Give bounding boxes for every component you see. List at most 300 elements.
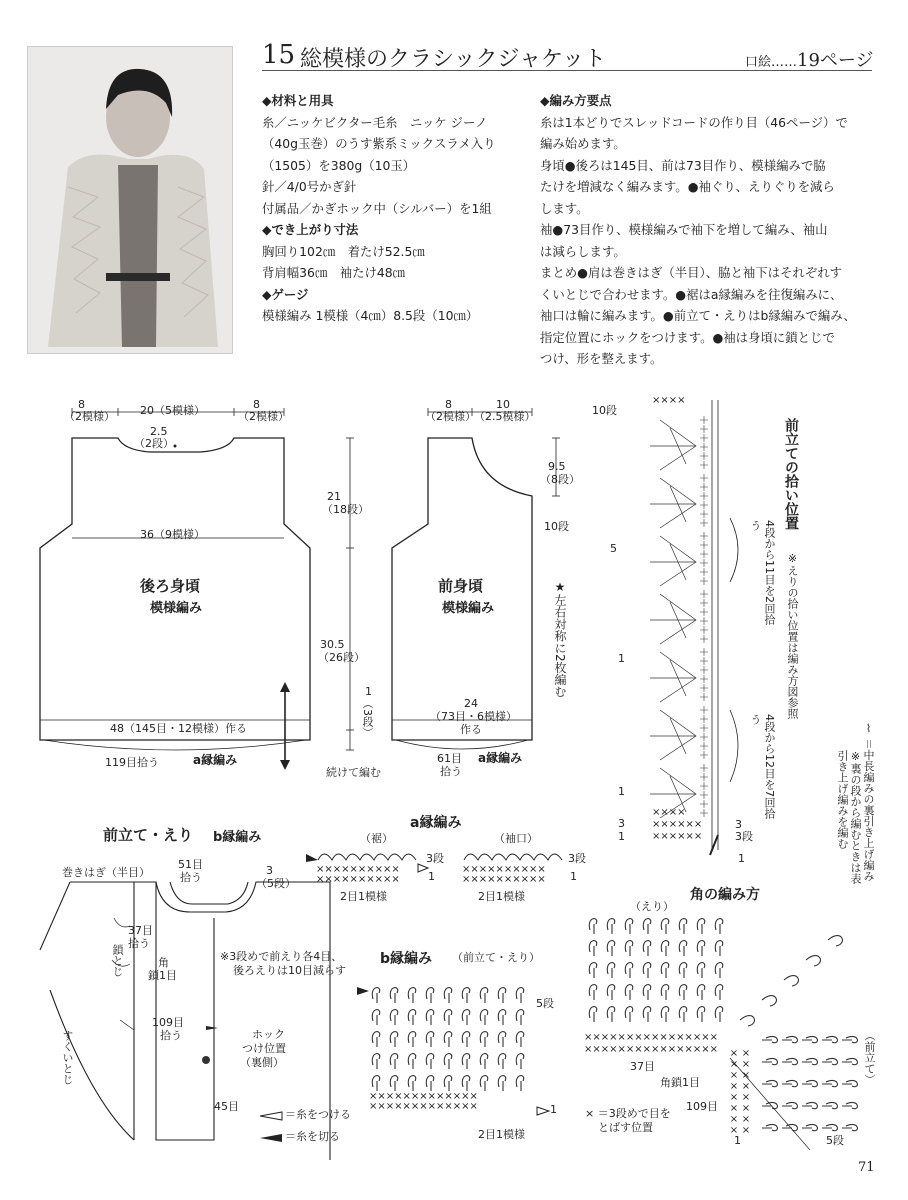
stitch-symbol <box>462 1032 469 1047</box>
back-shoulder: 36（9模様） <box>140 528 205 541</box>
back-neck: 2.5 <box>150 425 168 438</box>
placket-scoop: すくいとじ <box>61 1030 74 1085</box>
stitch-symbol <box>700 559 708 567</box>
placket-seam: 巻きはぎ（半目） <box>62 866 150 879</box>
size-heading: ◆でき上がり寸法 <box>262 222 359 237</box>
stitch-symbol <box>700 577 708 585</box>
pickup-mark1c: 1 <box>618 830 625 843</box>
svg-text:××××××××: ×××××××× <box>740 1048 752 1136</box>
front-top-right-sub: （2.5模様） <box>474 410 536 423</box>
back-side-sub: （26段） <box>318 651 365 664</box>
stitch-symbol <box>390 1054 397 1069</box>
stitch-symbol <box>700 550 708 558</box>
stitch-symbol <box>480 1054 487 1069</box>
stitch-symbol <box>806 956 820 966</box>
stitch-symbol <box>444 988 451 1003</box>
stitch-symbol <box>516 1032 523 1047</box>
stitch-symbol <box>444 1010 451 1025</box>
stitch-symbol <box>408 1032 415 1047</box>
stitch-symbol <box>802 1080 817 1086</box>
edge-b-rep: 2目1模様 <box>478 1128 525 1141</box>
back-hem-sub: （3段） <box>361 698 374 738</box>
stitch-symbol <box>697 963 704 978</box>
legend-cut-thread: ＝糸を切る <box>285 1130 340 1143</box>
edge-b-chart <box>355 975 555 1125</box>
stitch-symbol <box>782 1036 797 1042</box>
back-continue: 続けて編む <box>326 766 381 779</box>
back-neck-sub: （2段） <box>134 437 174 450</box>
stitch-symbol <box>625 941 632 956</box>
back-top-right: 8 <box>253 398 260 411</box>
back-title: 後ろ身頃 <box>140 577 201 595</box>
corner-skip-a: × ＝3段めで目を <box>585 1107 671 1120</box>
front-pick-up-b: 拾う <box>440 765 462 778</box>
placket-pick37: 37目 <box>128 924 153 937</box>
edge-a-rep-left: 2目1模様 <box>340 890 387 903</box>
stitch-symbol <box>762 996 776 1006</box>
stitch-symbol <box>372 1010 379 1025</box>
front-neck: 9.5 <box>548 460 566 473</box>
stitch-symbol <box>700 492 708 500</box>
stitch-symbol <box>700 608 708 616</box>
back-edge: a縁編み <box>193 753 238 767</box>
edge-a-rep-right: 2目1模様 <box>478 890 525 903</box>
placket-corner: 角 <box>158 956 169 969</box>
stitch-symbol <box>625 919 632 934</box>
stitch-symbol <box>700 635 708 643</box>
front-rows: 10段 <box>544 520 569 533</box>
stitch-symbol <box>498 988 505 1003</box>
stitch-symbol <box>700 532 708 540</box>
back-hem: 1 <box>365 685 372 698</box>
stitch-symbol <box>643 919 650 934</box>
stitch-symbol <box>762 1058 777 1064</box>
stitch-symbol <box>444 1076 451 1091</box>
stitch-symbol <box>408 988 415 1003</box>
stitch-symbol <box>700 425 708 433</box>
svg-text:××××××××××: ×××××××××× <box>316 864 400 875</box>
pickup-row1: 1 <box>738 852 745 865</box>
front-body-schematic <box>380 390 600 790</box>
stitch-symbol <box>625 985 632 1000</box>
placket-corner-sub: 鎖1目 <box>148 969 177 982</box>
stitch-symbol <box>390 1032 397 1047</box>
front-cast-on-a: 24 <box>464 697 478 710</box>
stitch-symbol <box>462 1054 469 1069</box>
title-rule <box>262 70 872 71</box>
svg-text:××××××××××: ×××××××××× <box>462 864 546 875</box>
svg-text:××××: ×××× <box>652 395 686 406</box>
stitch-symbol <box>700 800 708 808</box>
stitch-symbol <box>408 1076 415 1091</box>
size-line: 背肩幅36㎝ 袖たけ48㎝ <box>262 265 406 280</box>
stitch-symbol <box>589 941 596 956</box>
front-pattern: 模様編み <box>442 601 495 616</box>
placket-top3-sub: （5段） <box>256 877 296 890</box>
gauge-line: 模様編み 1模様（4㎝）8.5段（10㎝） <box>262 308 479 323</box>
stitch-symbol <box>679 1007 686 1022</box>
stitch-symbol <box>740 1016 754 1026</box>
stitch-symbol <box>607 941 614 956</box>
back-pick-up: 119目拾う <box>105 756 159 769</box>
stitch-symbol <box>700 474 708 482</box>
corner-title: 角の編み方 <box>690 887 760 903</box>
legend-attach-thread: ＝糸をつける <box>285 1108 351 1121</box>
materials-heading: ◆材料と用具 <box>262 93 334 108</box>
stitch-symbol <box>660 652 696 702</box>
stitch-symbol <box>700 590 708 598</box>
stitch-symbol <box>498 1076 505 1091</box>
stitch-symbol <box>480 1032 487 1047</box>
stitch-symbol <box>782 1058 797 1064</box>
stitch-symbol <box>700 764 708 772</box>
stitch-symbol <box>516 1054 523 1069</box>
stitch-symbol <box>661 1007 668 1022</box>
front-top-left: 8 <box>445 398 452 411</box>
stitch-symbol <box>498 1032 505 1047</box>
method-line: は減らします。 <box>540 243 626 259</box>
pickup-stitch-chart <box>600 390 760 870</box>
stitch-symbol <box>700 782 708 790</box>
stitch-symbol <box>700 599 708 607</box>
stitch-symbol <box>480 1010 487 1025</box>
pickup-title: 前立ての拾い位置 <box>783 418 799 530</box>
placket-neck-pick-sub: 拾う <box>180 871 202 884</box>
svg-text:××××××××××: ×××××××××× <box>462 874 546 885</box>
stitch-symbol <box>697 919 704 934</box>
stitch-symbol <box>426 1076 433 1091</box>
materials-line: 糸／ニッケビクター毛糸 ニッケ ジーノ <box>262 114 488 130</box>
stitch-symbol <box>390 988 397 1003</box>
placket-hook-c: （裏側） <box>240 1056 284 1069</box>
stitch-symbol <box>802 1036 817 1042</box>
corner-row5: 5段 <box>826 1134 844 1147</box>
stitch-symbol <box>700 773 708 781</box>
corner-chain: 角鎖1目 <box>660 1076 700 1089</box>
pickup-mark5: 5 <box>610 542 617 555</box>
stitch-symbol <box>426 1032 433 1047</box>
stitch-symbol <box>700 751 708 759</box>
method-line: つけ、形を整えます。 <box>540 351 663 366</box>
method-line: 指定位置にホックをつけます。●袖は身頃に鎖とじで <box>540 329 835 345</box>
pattern-number: 15 <box>262 40 296 70</box>
stitch-symbol <box>782 1124 797 1130</box>
svg-text:××××××××××: ×××××××××× <box>316 874 400 885</box>
materials-line: 付属品／かぎホック中（シルバー）を1組 <box>262 200 492 216</box>
stitch-symbol <box>700 434 708 442</box>
back-pattern: 模様編み <box>150 601 203 616</box>
front-pick-up-a: 61目 <box>437 752 462 765</box>
stitch-symbol <box>700 416 708 424</box>
stitch-symbol <box>822 1080 837 1086</box>
front-top-left-sub: （2模様） <box>425 410 476 423</box>
stitch-symbol <box>589 963 596 978</box>
stitch-symbol <box>390 1076 397 1091</box>
stitch-symbol <box>700 443 708 451</box>
edge-b-row1: 1 <box>550 1103 557 1116</box>
method-line: 編み始めます。 <box>540 136 626 151</box>
placket-pick37-sub: 拾う <box>128 937 150 950</box>
front-title: 前身頃 <box>438 577 484 595</box>
edge-a-row1-left: 1 <box>428 870 435 883</box>
stitch-symbol <box>607 919 614 934</box>
placket-top3: 3 <box>266 864 273 877</box>
stitch-symbol <box>516 988 523 1003</box>
method-line: くいとじで合わせます。●裾はa縁編みを往復編みに、 <box>540 286 843 302</box>
pickup-mark1a: 1 <box>618 652 625 665</box>
stitch-symbol <box>842 1058 857 1064</box>
method-section <box>540 90 885 370</box>
placket-pick109: 109目 <box>152 1016 184 1029</box>
svg-text:×××××××××××××: ××××××××××××× <box>369 1091 478 1102</box>
corner-pick37: 37目 <box>630 1060 655 1073</box>
stitch-symbol <box>700 626 708 634</box>
back-cast-on: 48（145目・12模様）作る <box>110 722 247 735</box>
stitch-symbol <box>782 1102 797 1108</box>
stitch-symbol <box>842 1102 857 1108</box>
stitch-symbol <box>589 985 596 1000</box>
stitch-symbol <box>822 1036 837 1042</box>
stitch-symbol <box>643 985 650 1000</box>
stitch-symbol <box>679 963 686 978</box>
stitch-symbol <box>784 976 798 986</box>
stitch-symbol <box>802 1102 817 1108</box>
stitch-symbol <box>700 675 708 683</box>
method-line: します。 <box>540 200 589 216</box>
stitch-symbol <box>462 1010 469 1025</box>
stitch-symbol <box>498 1010 505 1025</box>
edge-a-chart <box>300 846 600 890</box>
stitch-symbol <box>762 1124 777 1130</box>
stitch-symbol <box>625 963 632 978</box>
gauge-heading: ◆ゲージ <box>262 286 309 302</box>
method-heading: ◆編み方要点 <box>540 93 612 108</box>
stitch-symbol <box>660 594 696 644</box>
stitch-symbol <box>660 478 696 528</box>
stitch-symbol <box>372 1054 379 1069</box>
materials-line: （1505）を380g（10玉） <box>262 157 416 173</box>
stitch-symbol <box>661 963 668 978</box>
edge-a-cuff: （袖口） <box>494 832 538 845</box>
stitch-symbol <box>480 1076 487 1091</box>
stitch-symbol <box>444 1054 451 1069</box>
svg-text:××××××: ×××××× <box>652 819 703 830</box>
back-top-left: 8 <box>78 398 85 411</box>
front-cast-on-c: 作る <box>460 723 482 736</box>
edge-a-hem: （裾） <box>360 832 393 845</box>
stitch-symbol <box>408 1010 415 1025</box>
stitch-symbol <box>426 988 433 1003</box>
legend-note: ※裏の段から編むときは表引き上げ編みを編む <box>836 750 862 884</box>
back-top-mid: 20（5模様） <box>140 404 205 417</box>
svg-text:××××××: ×××××× <box>652 831 703 842</box>
stitch-symbol <box>802 1124 817 1130</box>
stitch-symbol <box>700 742 708 750</box>
front-edge: a縁編み <box>478 751 523 765</box>
stitch-symbol <box>498 1054 505 1069</box>
placket-rows45: 45目 <box>214 1100 239 1113</box>
stitch-symbol <box>700 724 708 732</box>
stitch-symbol <box>700 483 708 491</box>
method-line: 袖口は輪に編みます。●前立て・えりはb縁編みで編み、 <box>540 308 856 323</box>
stitch-symbol <box>700 791 708 799</box>
stitch-symbol <box>607 963 614 978</box>
page-reference <box>745 46 874 72</box>
materials-line: 針／4/0号かぎ針 <box>262 179 357 194</box>
pickup-mark3: 3 <box>618 817 625 830</box>
back-top-left-sub: （2模様） <box>64 410 115 423</box>
stitch-symbol <box>700 617 708 625</box>
stitch-symbol <box>661 985 668 1000</box>
ref-label: 口絵…… <box>745 55 798 70</box>
stitch-symbol <box>679 919 686 934</box>
back-armhole: 21 <box>327 490 341 503</box>
pickup-row3: 3 <box>735 818 742 831</box>
stitch-symbol <box>372 1032 379 1047</box>
page-number: 71 <box>858 1160 875 1175</box>
stitch-symbol <box>700 657 708 665</box>
svg-text:××××: ×××× <box>652 807 686 818</box>
stitch-symbol <box>822 1102 837 1108</box>
pickup-note: ※えりの拾い位置は編み方図参照 <box>786 552 799 719</box>
method-line: 袖●73目作り、模様編みで袖下を増して編み、袖山 <box>540 222 828 237</box>
stitch-symbol <box>426 1054 433 1069</box>
stitch-symbol <box>589 1007 596 1022</box>
stitch-symbol <box>822 1058 837 1064</box>
ref-page: 19ページ <box>797 50 874 71</box>
pattern-title: 総模様のクラシックジャケット <box>300 47 607 72</box>
stitch-symbol <box>715 963 722 978</box>
legend-symbol: ⌇ ＝中長編みの裏引き上げ編み <box>862 722 875 882</box>
stitch-symbol <box>372 1076 379 1091</box>
back-top-right-sub: （2模様） <box>238 410 289 423</box>
stitch-symbol <box>643 941 650 956</box>
method-line: 身頃●後ろは145目、前は73目作り、模様編みで脇 <box>540 157 826 173</box>
edge-a-row1-right: 1 <box>570 870 577 883</box>
front-symmetry-note: ★左右対称に2枚編む <box>553 580 567 698</box>
edge-a-row3-left: 3段 <box>426 852 444 865</box>
pickup-from4b: 4段から12目を7回拾う <box>749 714 776 819</box>
stitch-symbol <box>480 988 487 1003</box>
edge-b-title: b縁編み <box>380 951 433 967</box>
stitch-symbol <box>462 988 469 1003</box>
stitch-symbol <box>697 941 704 956</box>
stitch-symbol <box>462 1076 469 1091</box>
placket-pick109-sub: 拾う <box>160 1029 182 1042</box>
stitch-symbol <box>700 452 708 460</box>
placket-hook-a: ホック <box>252 1028 285 1041</box>
stitch-symbol <box>700 461 708 469</box>
stitch-symbol <box>607 1007 614 1022</box>
stitch-symbol <box>589 919 596 934</box>
stitch-symbol <box>700 706 708 714</box>
stitch-symbol <box>700 501 708 509</box>
stitch-symbol <box>700 519 708 527</box>
stitch-symbol <box>700 733 708 741</box>
placket-edge: b縁編み <box>213 830 262 845</box>
pickup-from4a: 4段から11目を2回拾う <box>749 520 776 625</box>
stitch-symbol <box>802 1058 817 1064</box>
model-photo <box>27 46 233 354</box>
stitch-symbol <box>661 919 668 934</box>
placket-chain: 鎖とじ <box>111 944 124 977</box>
stitch-symbol <box>625 1007 632 1022</box>
stitch-symbol <box>762 1036 777 1042</box>
stitch-symbol <box>782 1080 797 1086</box>
stitch-symbol <box>607 985 614 1000</box>
stitch-symbol <box>372 988 379 1003</box>
stitch-symbol <box>700 684 708 692</box>
back-side: 30.5 <box>320 638 345 651</box>
corner-collar: （えり） <box>630 900 674 913</box>
stitch-symbol <box>700 809 708 817</box>
method-line: 糸は1本どりでスレッドコードの作り目（46ページ）で <box>540 114 848 130</box>
stitch-symbol <box>426 1010 433 1025</box>
svg-text:××××××××××××××××: ×××××××××××××××× <box>584 1032 719 1043</box>
edge-a-title: a縁編み <box>410 815 462 831</box>
pickup-row3-label: 3段 <box>735 830 753 843</box>
stitch-symbol <box>715 985 722 1000</box>
stitch-symbol <box>715 919 722 934</box>
stitch-symbol <box>408 1054 415 1069</box>
stitch-symbol <box>700 648 708 656</box>
materials-section <box>262 90 532 327</box>
method-line: たけを増減なく編みます。●袖ぐり、えりぐりを減ら <box>540 179 835 194</box>
placket-neck-pick: 51目 <box>178 858 203 871</box>
corner-skip-b: とばす位置 <box>598 1121 653 1134</box>
stitch-symbol <box>700 693 708 701</box>
stitch-symbol <box>660 536 696 586</box>
stitch-symbol <box>697 1007 704 1022</box>
stitch-symbol <box>661 941 668 956</box>
stitch-symbol <box>700 568 708 576</box>
edge-a-row3-right: 3段 <box>568 852 586 865</box>
pickup-row10: 10段 <box>592 404 617 417</box>
svg-text:××××××××: ×××××××× <box>728 1048 740 1136</box>
stitch-symbol <box>660 710 696 760</box>
front-neck-sub: （8段） <box>540 473 580 486</box>
pickup-mark1b: 1 <box>618 785 625 798</box>
stitch-symbol <box>822 1124 837 1130</box>
stitch-symbol <box>643 1007 650 1022</box>
stitch-symbol <box>715 1007 722 1022</box>
edge-b-row5: 5段 <box>536 997 554 1010</box>
corner-pick109: 109目 <box>686 1100 718 1113</box>
stitch-symbol <box>828 936 842 946</box>
stitch-symbol <box>679 941 686 956</box>
stitch-symbol <box>700 541 708 549</box>
corner-row1: 1 <box>734 1134 741 1147</box>
stitch-symbol <box>842 1080 857 1086</box>
stitch-symbol <box>842 1124 857 1130</box>
stitch-symbol <box>715 941 722 956</box>
stitch-symbol <box>700 715 708 723</box>
stitch-symbol <box>390 1010 397 1025</box>
stitch-symbol <box>660 420 696 470</box>
stitch-symbol <box>697 985 704 1000</box>
front-cast-on-b: （73目・6模様） <box>430 710 517 723</box>
method-line: まとめ●肩は巻きはぎ（半目）、脇と袖下はそれぞれす <box>540 265 842 280</box>
stitch-symbol <box>516 1010 523 1025</box>
back-armhole-sub: （18段） <box>322 503 369 516</box>
edge-b-sub: （前立て・えり） <box>452 951 540 964</box>
stitch-symbol <box>679 985 686 1000</box>
placket-note-a: ※3段めで前えり各4目、 <box>220 950 343 963</box>
placket-title: 前立て・えり <box>103 826 194 844</box>
front-top-right: 10 <box>496 398 510 411</box>
corner-placket: （前立て） <box>863 1030 876 1085</box>
size-line: 胸回り102㎝ 着たけ52.5㎝ <box>262 243 425 259</box>
